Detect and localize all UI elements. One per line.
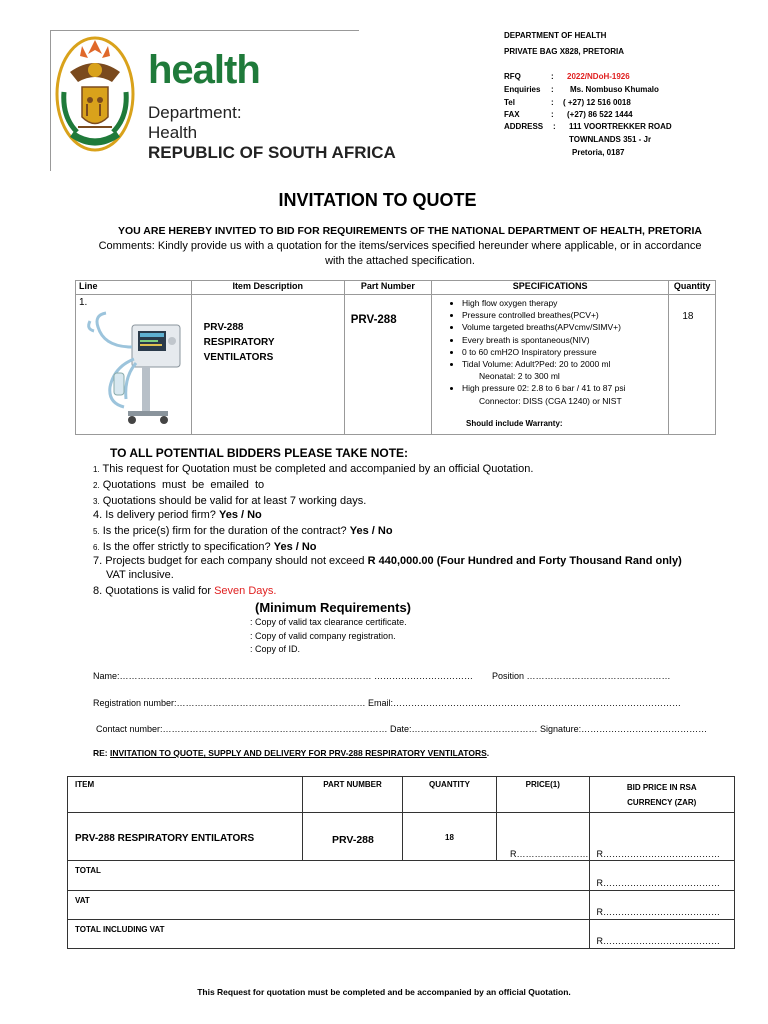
contact-address-label: ADDRESS (504, 122, 544, 131)
header-line: Line (76, 281, 192, 295)
price-input[interactable]: R…………………… (497, 813, 590, 861)
spec-item: • Tidal Volume: Adult?Ped: 20 to 2000 ml (462, 358, 668, 370)
header-bid-price (589, 777, 735, 813)
note-8 (93, 585, 276, 597)
contact-address-line3: Pretoria, 0187 (572, 148, 625, 157)
note-4-number: 4. (93, 509, 103, 521)
header-specifications: SPECIFICATIONS (431, 281, 668, 295)
header-item-description: Item Description (191, 281, 344, 295)
spec-item: • Volume targeted breaths(APVcmv/SIMV+) (462, 321, 668, 333)
note-4-yes-no: Yes / No (218, 509, 262, 521)
minimum-requirements-heading: (Minimum Requirements) (255, 600, 412, 615)
cell-description (191, 295, 344, 435)
price-row-total-vat (68, 920, 735, 949)
price-table (67, 776, 735, 949)
contact-fax-value: (+27) 86 522 1444 (567, 110, 633, 119)
re-subject: INVITATION TO QUOTE, SUPPLY AND DELIVERY FOR PRV-288 RESPIRATORY VENTILATORS (110, 748, 487, 758)
header-item: ITEM (68, 777, 303, 813)
contact-address-value: 111 VOORTREKKER ROAD (569, 122, 672, 131)
bid-price-input[interactable]: R………………………………… (589, 813, 735, 861)
note-2-number: 2. (93, 481, 100, 490)
quantity-value: 18 (682, 311, 694, 322)
note-7-vat: VAT inclusive. (106, 569, 174, 581)
contact-rfq-sep: : (551, 72, 554, 81)
note-7 (93, 555, 713, 567)
contact-enquiries-label: Enquiries (504, 85, 541, 94)
price-part-number: PRV-288 (303, 813, 403, 861)
note-6-number: 6. (93, 543, 100, 552)
items-table-row (76, 295, 716, 435)
note-4 (93, 509, 262, 521)
note-3-text: Quotations should be valid for at least 7 working days. (102, 495, 367, 507)
line-number: 1. (79, 297, 88, 308)
note-7-amount-words: Thousand Rand only) (569, 555, 682, 567)
items-table (75, 280, 716, 435)
description-line2: RESPIRATORY (203, 337, 275, 348)
requirement-tax: : Copy of valid tax clearance certificate. (250, 617, 407, 627)
header-quantity: QUANTITY (403, 777, 497, 813)
cell-quantity (669, 295, 716, 435)
note-8-validity: Seven Days. (214, 585, 277, 597)
note-1 (93, 463, 533, 475)
header-part-number: PART NUMBER (303, 777, 403, 813)
header-bid-line1: BID PRICE IN RSA (626, 783, 697, 792)
spec-item: • Every breath is spontaneous(NIV) (462, 334, 668, 346)
re-prefix: RE: (93, 748, 108, 758)
price-row-vat (68, 891, 735, 920)
price-item-name: PRV-288 RESPIRATORY ENTILATORS (68, 813, 303, 861)
spec-item: • Pressure controlled breathes(PCV+) (462, 309, 668, 321)
spec-item: • 0 to 60 cmH2O Inspiratory pressure (462, 346, 668, 358)
contact-address-sep: : (553, 122, 556, 131)
comments-text: Comments: Kindly provide us with a quotation for the items/services specified hereunder where applicable, or in accordance with the attached specification. (98, 240, 702, 267)
note-5-yes-no: Yes / No (349, 525, 393, 537)
contact-address-line2: TOWNLANDS 351 - Jr (569, 135, 652, 144)
note-4-text: Is delivery period firm? (105, 509, 216, 521)
logo-country-label: REPUBLIC OF SOUTH AFRICA (148, 143, 396, 162)
total-vat-label: TOTAL INCLUDING VAT (68, 920, 590, 949)
contact-enquiries-sep: : (551, 85, 554, 94)
cell-specifications (431, 295, 668, 435)
specs-list-2 (432, 382, 668, 394)
spec-warranty: Should include Warranty: (465, 418, 563, 428)
contact-date-signature-field[interactable]: Contact number:………………………………………………………………… Date:…………………………………… Signature:…………………………………… (96, 724, 708, 734)
footer-note: This Request for quotation must be completed and be accompanied by an official Quotation. (197, 987, 571, 997)
spec-connector: Connector: DISS (CGA 1240) or NIST (478, 395, 622, 406)
requirement-id: : Copy of ID. (250, 644, 301, 654)
note-6-yes-no: Yes / No (273, 541, 317, 553)
note-7-amount: R 440,000.00 (Four Hundred and Forty (367, 555, 567, 567)
note-2-text: Quotations must be emailed to (102, 479, 265, 491)
description-line3: VENTILATORS (203, 352, 274, 363)
note-7-text: Projects budget for each company should not exceed (105, 555, 365, 567)
vat-label: VAT (68, 891, 590, 920)
total-label: TOTAL (68, 861, 590, 891)
part-number-value: PRV-288 (350, 314, 397, 326)
name-field[interactable]: Name:………………………………………………………………………… …………………………… (93, 671, 474, 681)
contact-fax-sep: : (551, 110, 554, 119)
cell-line (76, 295, 192, 435)
note-3 (93, 495, 366, 507)
invite-line: YOU ARE HEREBY INVITED TO BID FOR REQUIREMENTS OF THE NATIONAL DEPARTMENT OF HEALTH, PRETORIA (118, 225, 702, 237)
page-title: INVITATION TO QUOTE (278, 190, 477, 210)
logo-department-label: Department: (148, 103, 242, 122)
note-8-text: Quotations is valid for (105, 585, 212, 597)
note-8-number: 8. (93, 585, 103, 597)
spec-item: • High flow oxygen therapy (462, 297, 668, 309)
price-table-header (68, 777, 735, 813)
note-7-number: 7. (93, 555, 103, 567)
position-field[interactable]: Position ………………………………………… (492, 671, 671, 681)
price-row-total (68, 861, 735, 891)
note-1-text: This request for Quotation must be completed and accompanied by an official Quotation. (102, 463, 534, 475)
price-row-item (68, 813, 735, 861)
header-part-number: Part Number (344, 281, 431, 295)
cell-part-number (344, 295, 431, 435)
logo-health-label: Health (148, 123, 198, 142)
re-line (93, 748, 489, 758)
contact-department: DEPARTMENT OF HEALTH (504, 31, 607, 40)
note-2 (93, 479, 264, 491)
header-bid-line2: CURRENCY (ZAR) (627, 798, 697, 807)
note-5-number: 5. (93, 527, 100, 536)
note-1-number: 1. (93, 465, 100, 474)
contact-tel-sep: : (551, 98, 554, 107)
contact-rfq-label: RFQ (504, 72, 521, 81)
contact-tel-value: ( +27) 12 516 0018 (563, 98, 631, 107)
contact-tel-label: Tel (504, 98, 515, 107)
contact-fax-label: FAX (504, 110, 520, 119)
header-price: PRICE(1) (497, 777, 590, 813)
registration-email-field[interactable]: Registration number:……………………………………………………… Email:…………………………………………………………………………………… (93, 698, 682, 708)
coat-of-arms-icon (52, 32, 138, 154)
note-5 (93, 525, 393, 537)
note-6-text: Is the offer strictly to specification? (102, 541, 271, 553)
description-line1: PRV-288 (203, 322, 244, 333)
note-5-text: Is the price(s) firm for the duration of the contract? (102, 525, 347, 537)
total-input[interactable]: R………………………………… (589, 861, 735, 891)
items-table-header (76, 281, 716, 295)
logo-health-word: health (148, 48, 260, 92)
notice-heading: TO ALL POTENTIAL BIDDERS PLEASE TAKE NOTE: (110, 446, 409, 460)
contact-private-bag: PRIVATE BAG X828, PRETORIA (504, 47, 625, 56)
spec-neonatal: Neonatal: 2 to 300 ml (478, 371, 560, 382)
ventilator-image (84, 307, 184, 430)
specs-list (432, 297, 668, 370)
price-quantity: 18 (403, 813, 497, 861)
header-quantity: Quantity (669, 281, 716, 295)
note-6 (93, 541, 317, 553)
total-vat-input[interactable]: R………………………………… (589, 920, 735, 949)
vat-input[interactable]: R………………………………… (589, 891, 735, 920)
contact-enquiries-value: Ms. Nombuso Khumalo (570, 85, 659, 94)
contact-rfq-value: 2022/NDoH-1926 (567, 72, 630, 81)
spec-item: • High pressure 02: 2.8 to 6 bar / 41 to 87 psi (462, 382, 668, 394)
re-suffix: . (486, 748, 490, 758)
note-3-number: 3. (93, 497, 100, 506)
requirement-registration: : Copy of valid company registration. (250, 631, 396, 641)
